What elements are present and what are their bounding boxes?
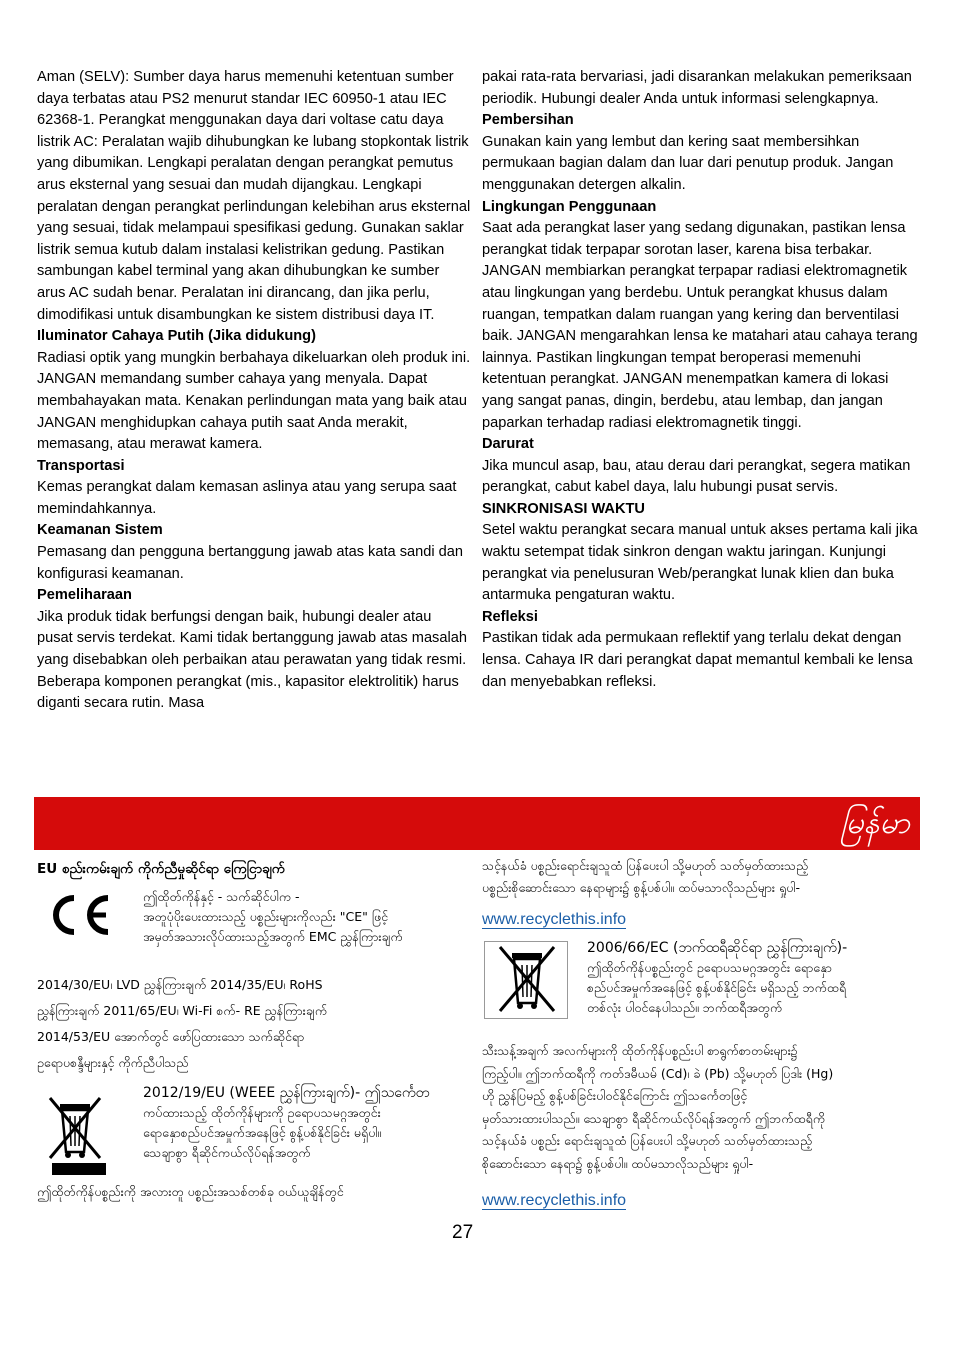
battery-text-block-b [482, 1040, 927, 1175]
recycle-link-wrap [482, 910, 626, 930]
ce-text-line: ဤထိုတ်ကိုန်နှင့် - သက်ဆိုင်ပါက - [143, 889, 300, 904]
heading-security: Keamanan Sistem [37, 522, 163, 539]
crossed-bin-icon [40, 1090, 110, 1176]
heading-time-sync: SINKRONISASI WAKTU [482, 500, 645, 517]
heading-emergency: Darurat [482, 436, 534, 453]
heading-environment: Lingkungan Penggunaan [482, 198, 657, 215]
battery-text-line: စိုဆောင်းသော နေရာ၌ စွန့်ပစ်ပါ။ ထပ်မသာလိုသည်များ ရှုပါ- [482, 1155, 754, 1171]
page-number: 27 [452, 1222, 474, 1243]
ce-text-line: 2014/30/EU၊ LVD ညွှန်ကြားချက် 2014/35/EU၊ RoHS [37, 977, 323, 992]
paragraph-transport: Kemas perangkat dalam kemasan aslinya atau yang serupa saat memindahkannya. [37, 479, 457, 517]
paragraph-selv: Aman (SELV): Sumber daya harus memenuhi ketentuan sumber daya terbatas atau PS2 menurut standar IEC 60950-1 atau IEC 62368-1. Perangkat menggunakan daya dari voltase catu daya listrik AC: Peralatan wajib dihubungkan ke lubang stopkontak listrik yang dibumikan. Lengkapi peralatan dengan perangkat pemutus arus eksternal yang sesuai dan mudah dijangkau. Lengkapi peralatan dengan perangkat perlindungan kelebihan arus eksternal yang sesuai, tidak melampaui spesifikasi gedung. Gunakan saklar listrik semua kutub dalam instalasi kelistrikan gedung. Pastikan sambungan kabel terminal yang akan dihubungkan ke sumber arus AC sudah benar. Peralatan ini dirancang, dan jika perlu, dimodifikasi untuk disambungkan ke sistem distribusi daya IT. [37, 69, 471, 323]
weee-text-line: ကပ်ထားသည့် ထိုတ်ကိုန်များကို ဥရောပသမဂ္ဂအတွင်း [143, 1105, 381, 1120]
recyclethis-link[interactable]: www.recyclethis.info [482, 1192, 627, 1209]
heading-transport: Transportasi [37, 457, 125, 474]
recyclethis-link[interactable]: www.recyclethis.info [482, 911, 627, 928]
paragraph-security: Pemasang dan pengguna bertanggung jawab atas kata sandi dan konfigurasi keamanan. [37, 544, 463, 582]
battery-text-line: သင့်နယ်ခံ ပစ္စည်း ရောင်းချသူထံ ပြန်ပေးပါ သို့မဟုတ် သတ်မှတ်ထားသည့် [482, 1133, 813, 1148]
ce-text-line: 2014/53/EU အောက်တွင် ဖော်ပြထားသော သက်ဆိုင်ရာ [37, 1029, 305, 1044]
battery-text-line: ဟို ညွှန်ပြမည့် စွန့်ပစ်ခြင်းပါဝင်နိုင်ကြောင်း ဤသင်္ကေတဖြင့် [482, 1088, 748, 1103]
ce-text-line: အတူပုံပိုးပေးထားသည့် ပစ္စည်းများကိုလည်း "CE" ဖြင့် [143, 909, 389, 924]
battery-text-block-a [587, 938, 927, 1018]
heading-reflection: Refleksi [482, 608, 538, 625]
battery-text-line: မှတ်သားထားပါသည်။ သေချာစွာ ရီဆိုင်ကယ်လိုပ်ရန်အတွက် ဤဘက်ထရီကို [482, 1110, 826, 1126]
battery-text-line: 2006/66/EC (ဘက်ထရီဆိုင်ရာ ညွှန်ကြားချက်)- [587, 940, 848, 956]
paragraph-illuminator: Radiasi optik yang mungkin berbahaya dikeluarkan oleh produk ini. JANGAN memandang sumber cahaya yang menyala. Dapat membahayakan mata. Kenakan perlindungan mata yang baik atau JANGAN menghidupkan cahaya putih saat Anda merakit, memasang, atau merawat kamera. [37, 349, 471, 453]
paragraph-environment: Saat ada perangkat laser yang sedang digunakan, pastikan lensa perangkat tidak terpapar sorotan laser, karena bisa terbakar. JANGAN membiarkan perangkat terpapar radiasi elektromagnetik atau lingkungan yang berdebu. Untuk perangkat khusus dalam ruangan, tempatkan dalam ruangan yang kering dan berventilasi baik. JANGAN mengarahkan lensa ke matahari atau cahaya terang lainnya. Pastikan lingkungan tempat beroperasi memenuhi ketentuan perangkat. JANGAN menempatkan kamera di lokasi yang sangat panas, dingin, berdebu, atau lembap, dan jangan paparkan terhadap radiasi elektromagnetik tinggi. [482, 220, 918, 431]
recycle-text-line: သင့်နယ်ခံ ပစ္စည်းရောင်းချသူထံ ပြန်ပေးပါ သို့မဟုတ် သတ်မှတ်ထားသည့် [482, 858, 809, 873]
battery-crossed-bin-icon [484, 941, 568, 1019]
battery-text-line: သီးသန့်အချက် အလက်များကို ထိုတ်ကိုန်ပစ္စည်းပါ စာရွက်စာတမ်းများ၌ [482, 1043, 798, 1058]
heading-maintenance: Pemeliharaan [37, 587, 132, 604]
paragraph-maintenance: Jika produk tidak berfungsi dengan baik, hubungi dealer atau pusat servis terdekat. Kami tidak bertanggung jawab atas masalah yang disebabkan oleh perbaikan atau perawatan yang tidak resmi. Beberapa komponen perangkat (mis., kapasitor elektrolitik) harus diganti secara rutin. Masa [37, 608, 467, 712]
battery-text-line: စည်ပင်အမှုက်အနေဖြင့် စွန့်ပစ်နိုင်ခြင်း မရှိသည့် ဘက်ထရီ [587, 980, 847, 995]
paragraph-emergency: Jika muncul asap, bau, atau derau dari perangkat, segera matikan perangkat, cabut kabel daya, lalu hubungi pusat servis. [482, 457, 911, 496]
paragraph-maintenance-cont: pakai rata-rata bervariasi, jadi disarankan melakukan pemeriksaan periodik. Hubungi dealer Anda untuk informasi selengkapnya. [482, 69, 912, 107]
weee-text-block-a [143, 1083, 473, 1163]
ce-text-line: ညွှန်ကြားချက် 2011/65/EU၊ Wi-Fi စက်- RE ညွှန်ကြားချက် [37, 1003, 328, 1018]
weee-text-block-b [37, 1182, 473, 1202]
weee-text-line: 2012/19/EU (WEEE ညွှန်ကြားချက်)- ဤသင်္ကေတ [143, 1085, 430, 1101]
ce-text-line: ဥရောပစန္ဒီများနှင့် ကိုက်ညီပါသည် [37, 1055, 189, 1070]
battery-text-line: ကြည့်ပါ။ ဤဘက်ထရီကို ကတ်ဒမီယမ် (Cd)၊ ခဲ (Pb) သို့မဟုတ် ပြဒါး (Hg) [482, 1065, 834, 1081]
battery-link-wrap [482, 1191, 626, 1211]
paragraph-reflection: Pastikan tidak ada permukaan reflektif yang terlalu dekat dengan lensa. Cahaya IR dari perangkat dapat memantul kembali ke lensa dan menyebabkan refleksi. [482, 630, 913, 690]
left-column [37, 67, 471, 715]
weee-text-line: သေချာစွာ ရီဆိုင်ကယ်လိုပ်ရန်အတွက် [143, 1145, 311, 1160]
ce-mark-icon [44, 892, 112, 938]
language-label: မြန်မာ [840, 805, 910, 841]
right-column [482, 67, 922, 693]
paragraph-cleaning: Gunakan kain yang lembut dan kering saat membersihkan permukaan bagian dalam dan luar dari penutup produk. Jangan menggunakan detergen alkalin. [482, 133, 894, 193]
battery-text-line: ဤထိုတ်ကိုန်ပစ္စည်းတွင် ဥရောပသမဂ္ဂအတွင်း ရောနှော [587, 960, 832, 975]
heading-illuminator: Iluminator Cahaya Putih (Jika didukung) [37, 328, 316, 345]
eu-heading: EU စည်းကမ်းချက် ကိုက်ညီမှုဆိုင်ရာ ကြေငြာချက် [37, 861, 285, 877]
paragraph-time-sync: Setel waktu perangkat secara manual untuk akses pertama kali jika waktu setempat tidak sinkron dengan waktu jaringan. Kunjungi perangkat via penelusuran Web/perangkat lunak klien dan buka antarmuka pengaturan waktu. [482, 522, 918, 604]
ce-text-block-b [37, 972, 473, 1076]
recycle-text-block [482, 855, 922, 899]
heading-cleaning: Pembersihan [482, 112, 574, 129]
recycle-text-line: ပစ္စည်းစိုဆောင်းသော နေရာများ၌ စွန့်ပစ်ပါ။ ထပ်မသာလိုသည်များ ရှုပါ- [482, 880, 801, 895]
battery-text-line: တစ်လုံး ပါဝင်နေပါသည်။ ဘက်ထရီအတွက် [587, 1000, 783, 1015]
ce-text-block-a [143, 887, 473, 947]
language-banner [34, 797, 920, 850]
weee-text-line: ရောနှောစည်ပင်အမှုက်အနေဖြင့် စွန့်ပစ်နိုင်ခြင်း မရှိပါ။ [143, 1125, 382, 1140]
ce-text-line: အမှတ်အသားလိုပ်ထားသည့်အတွက် EMC ညွှန်ကြားချက် [143, 929, 403, 944]
weee-text-line: ဤထိုတ်ကိုန်ပစ္စည်းကို အလားတူ ပစ္စည်းအသစ်တစ်ခု ဝယ်ယူချိန်တွင် [37, 1184, 344, 1199]
